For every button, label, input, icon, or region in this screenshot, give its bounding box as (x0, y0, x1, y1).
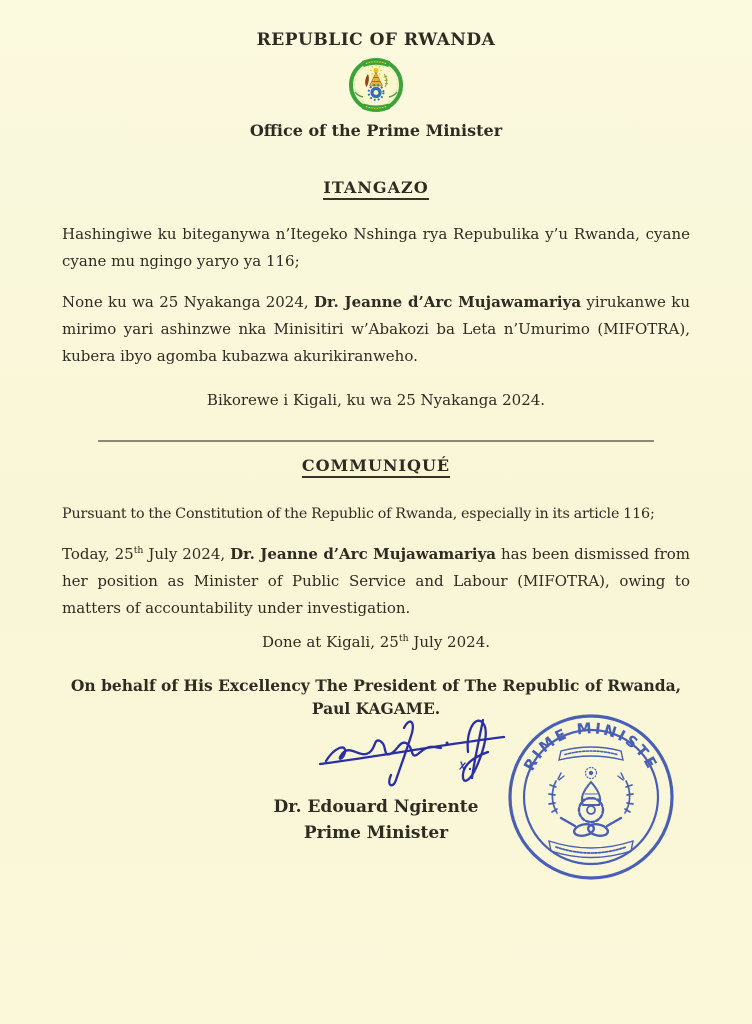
rw-paragraph-2: None ku wa 25 Nyakanga 2024, Dr. Jeanne d’Arc Mujawamariya yirukanwe ku mirimo yari ashinzwe nka Minisitiri w’Abakozi ba Leta n’Umurimo (MIFOTRA), kubera ibyo agomba kubazwa akurikiranweho. (62, 293, 690, 365)
section-divider (98, 440, 654, 442)
signature-ink (316, 708, 508, 796)
ordinal-suffix: th (398, 633, 409, 644)
minister-name-en: Dr. Jeanne d’Arc Mujawamariya (230, 545, 497, 563)
signoff-line-2: Paul KAGAME. (311, 699, 441, 718)
rwanda-coat-of-arms-icon (341, 54, 411, 118)
minister-name-rw: Dr. Jeanne d’Arc Mujawamariya (313, 293, 582, 311)
rwanda-coat-of-arms (0, 54, 752, 118)
signer-title: Prime Minister (303, 823, 449, 843)
en-paragraph-1: Pursuant to the Constitution of the Republic of Rwanda, especially in its article 116; (62, 506, 655, 522)
republic-title: REPUBLIC OF RWANDA (256, 30, 496, 50)
signer-name: Dr. Edouard Ngirente (273, 797, 479, 817)
prime-minister-stamp (504, 710, 678, 884)
signoff-line-1: On behalf of His Excellency The President of The Republic of Rwanda, (70, 676, 682, 695)
itangazo-heading: ITANGAZO (0, 178, 752, 197)
communique-heading: COMMUNIQUÉ (0, 456, 752, 475)
rw-paragraph-1: Hashingiwe ku biteganywa n’Itegeko Nshinga rya Repubulika y’u Rwanda, cyane cyane mu ngingo yaryo ya 116; (62, 225, 690, 270)
rw-dateline: Bikorewe i Kigali, ku wa 25 Nyakanga 2024. (206, 391, 546, 409)
office-title: Office of the Prime Minister (249, 121, 503, 140)
ordinal-suffix: th (133, 545, 144, 556)
en-dateline: Done at Kigali, 25th July 2024. (261, 633, 491, 651)
en-paragraph-2: Today, 25th July 2024, Dr. Jeanne d’Arc Mujawamariya has been dismissed from her position as Minister of Public Service and Labour (MIFOTRA), owing to matters of accountability under investigation. (62, 545, 691, 617)
stamp-label: PRIME MINISTER (520, 718, 662, 801)
